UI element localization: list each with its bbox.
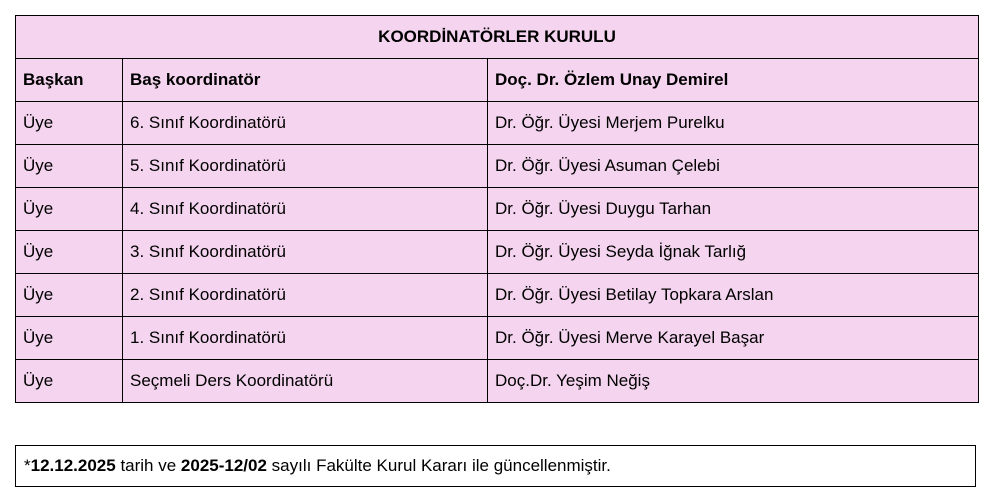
- table-row: [16, 145, 979, 188]
- role-cell: Üye: [16, 274, 123, 317]
- name-cell: Dr. Öğr. Üyesi Merve Karayel Başar: [488, 317, 979, 360]
- name-cell: Doç.Dr. Yeşim Neğiş: [488, 360, 979, 403]
- name-cell: Dr. Öğr. Üyesi Duygu Tarhan: [488, 188, 979, 231]
- table-title-row: [16, 16, 979, 59]
- table-row: [16, 231, 979, 274]
- position-cell: 3. Sınıf Koordinatörü: [123, 231, 488, 274]
- note-text-2: sayılı Fakülte Kurul Kararı ile güncellenmiştir.: [266, 456, 611, 475]
- table-row-chair: [16, 59, 979, 102]
- table-row: [16, 188, 979, 231]
- note-date: 12.12.2025: [30, 456, 116, 475]
- position-cell: 6. Sınıf Koordinatörü: [123, 102, 488, 145]
- name-cell: Dr. Öğr. Üyesi Betilay Topkara Arslan: [488, 274, 979, 317]
- note-asterisk: *: [24, 456, 31, 475]
- coordinators-board-table: [15, 15, 979, 403]
- table-row: [16, 102, 979, 145]
- position-cell: 4. Sınıf Koordinatörü: [123, 188, 488, 231]
- table-row: [16, 317, 979, 360]
- name-cell: Dr. Öğr. Üyesi Asuman Çelebi: [488, 145, 979, 188]
- role-cell: Üye: [16, 317, 123, 360]
- role-cell: Üye: [16, 360, 123, 403]
- role-cell: Üye: [16, 188, 123, 231]
- position-cell: Baş koordinatör: [123, 59, 488, 102]
- table-row: [16, 274, 979, 317]
- name-cell: Dr. Öğr. Üyesi Merjem Purelku: [488, 102, 979, 145]
- position-cell: 5. Sınıf Koordinatörü: [123, 145, 488, 188]
- role-cell: Başkan: [16, 59, 123, 102]
- name-cell: Dr. Öğr. Üyesi Seyda İğnak Tarlığ: [488, 231, 979, 274]
- table-title: KOORDİNATÖRLER KURULU: [16, 16, 979, 59]
- position-cell: 1. Sınıf Koordinatörü: [123, 317, 488, 360]
- table-row: [16, 360, 979, 403]
- position-cell: 2. Sınıf Koordinatörü: [123, 274, 488, 317]
- role-cell: Üye: [16, 231, 123, 274]
- name-cell: Doç. Dr. Özlem Unay Demirel: [488, 59, 979, 102]
- update-note: [15, 445, 976, 487]
- note-decision-number: 2025-12/02: [180, 456, 267, 475]
- role-cell: Üye: [16, 102, 123, 145]
- position-cell: Seçmeli Ders Koordinatörü: [123, 360, 488, 403]
- note-text-1: tarih ve: [115, 456, 181, 475]
- role-cell: Üye: [16, 145, 123, 188]
